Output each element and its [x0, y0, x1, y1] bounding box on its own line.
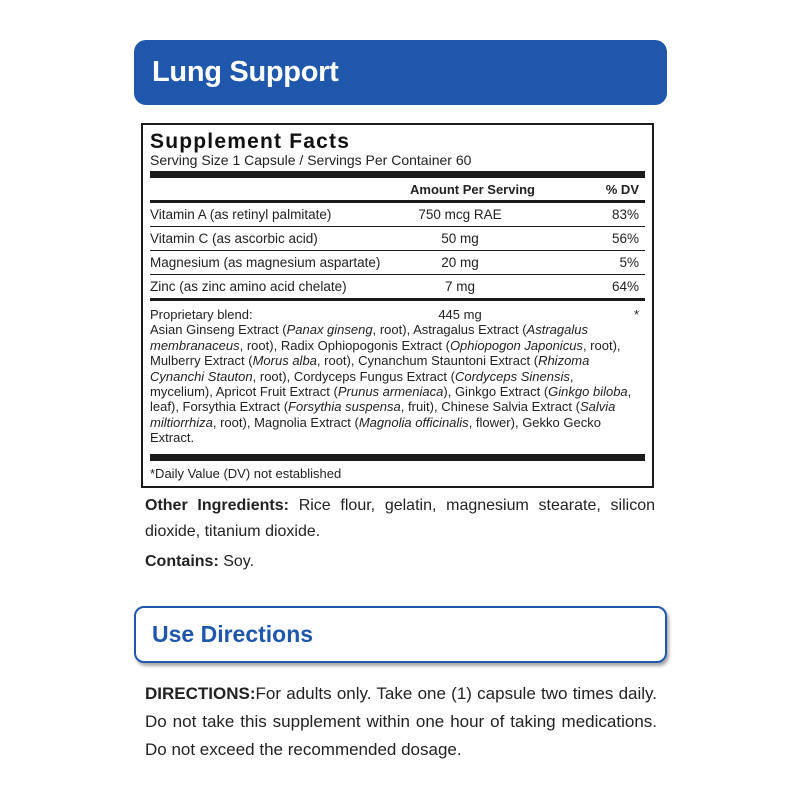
contains-text: Soy. [218, 553, 255, 570]
contains-label: Contains: [145, 553, 219, 570]
facts-row [150, 251, 645, 274]
dv-footnote: *Daily Value (DV) not established [150, 465, 342, 481]
nutrient-amount: 750 mcg RAE [418, 207, 502, 222]
directions-title: Use Directions [152, 621, 314, 647]
product-title-banner [134, 40, 667, 105]
amount-header: Amount Per Serving [410, 181, 535, 197]
facts-row [150, 203, 645, 226]
serving-info: Serving Size 1 Capsule / Servings Per Container 60 [150, 152, 472, 168]
nutrient-name: Magnesium (as magnesium aspartate) [150, 255, 381, 270]
facts-row [150, 227, 645, 250]
blend-ingredient: Gekko Gecko Extract. [150, 414, 601, 446]
facts-title: Supplement Facts [150, 130, 351, 153]
footnote-divider [150, 454, 645, 461]
blend-ingredient: Chinese Salvia Extract (Salvia miltiorrhiza, root) [150, 399, 616, 430]
contains-allergen [145, 549, 254, 575]
other-ingredients-text: Rice flour, gelatin, magnesium stearate, silicon dioxide, titanium dioxide. [145, 497, 655, 540]
nutrient-dv: 83% [611, 207, 639, 222]
nutrient-amount: 7 mg [444, 279, 475, 294]
nutrient-name: Zinc (as zinc amino acid chelate) [150, 279, 347, 294]
product-title: Lung Support [152, 56, 339, 88]
supplement-facts-panel [141, 123, 654, 488]
nutrient-dv: 5% [619, 255, 639, 270]
facts-rows [150, 203, 645, 298]
blend-ingredient: Radix Ophiopogonis Extract (Ophiopogon Japonicus, root) [280, 337, 617, 353]
directions-label: DIRECTIONS: [145, 684, 256, 703]
nutrient-dv: 56% [611, 231, 639, 246]
other-ingredients-label: Other Ingredients: [145, 497, 289, 514]
blend-ingredient: Magnolia Extract (Magnolia officinalis, flower) [254, 414, 515, 430]
blend-ingredient: Cordyceps Fungus Extract (Cordyceps Sinensis, mycelium) [150, 368, 574, 400]
other-ingredients [145, 493, 655, 545]
directions-text [145, 680, 657, 764]
blend-ingredient: Ginkgo Extract (Ginkgo biloba, leaf) [150, 384, 632, 415]
proprietary-blend [150, 301, 645, 452]
blend-ingredient: Apricot Fruit Extract (Prunus armeniaca) [215, 384, 448, 400]
blend-ingredients: Asian Ginseng Extract (Panax ginseng, root), Astragalus Extract (Astragalus membranaceus, root), Radix Ophiopogonis Extract (Ophiopogon Japonicus, root), Mulberry Extract (Morus alba, root), Cynanchum Stauntoni Extract (Rhizoma Cynanchi Stauton, root), Cordyceps Fungus Extract (Cordyceps Sinensis, mycelium), Apricot Fruit Extract (Prunus armeniaca), Ginkgo Extract (Ginkgo biloba, leaf), Forsythia Extract (Forsythia suspensa, fruit), Chinese Salvia Extract (Salvia miltiorrhiza, root), Magnolia Extract (Magnolia officinalis, flower), Gekko Gecko Extract. [150, 322, 632, 446]
blend-dv: * [633, 307, 639, 322]
nutrient-amount: 20 mg [441, 255, 479, 270]
nutrient-name: Vitamin C (as ascorbic acid) [150, 231, 318, 246]
blend-ingredient: Forsythia Extract (Forsythia suspensa, fruit) [182, 399, 435, 415]
blend-amount: 445 mg [438, 307, 482, 322]
facts-row [150, 275, 645, 298]
blend-label: Proprietary blend: [150, 307, 253, 322]
blend-ingredient: Astragalus Extract (Astragalus membranaceus, root) [150, 322, 588, 353]
blend-ingredient: Asian Ginseng Extract (Panax ginseng, root) [150, 322, 407, 338]
facts-header-row [150, 178, 645, 200]
blend-ingredient: Cynanchum Stauntoni Extract (Rhizoma Cynanchi Stauton, root) [150, 353, 590, 384]
nutrient-amount: 50 mg [441, 231, 479, 246]
directions-header [134, 606, 667, 663]
thick-divider [150, 171, 645, 178]
blend-ingredient: Mulberry Extract (Morus alba, root) [150, 353, 351, 369]
nutrient-dv: 64% [611, 279, 639, 294]
directions-body: For adults only. Take one (1) capsule two times daily. Do not take this supplement within one hour of taking medications. Do not exceed the recommended dosage. [145, 684, 657, 759]
dv-header: % DV [605, 181, 639, 197]
nutrient-name: Vitamin A (as retinyl palmitate) [150, 207, 332, 222]
